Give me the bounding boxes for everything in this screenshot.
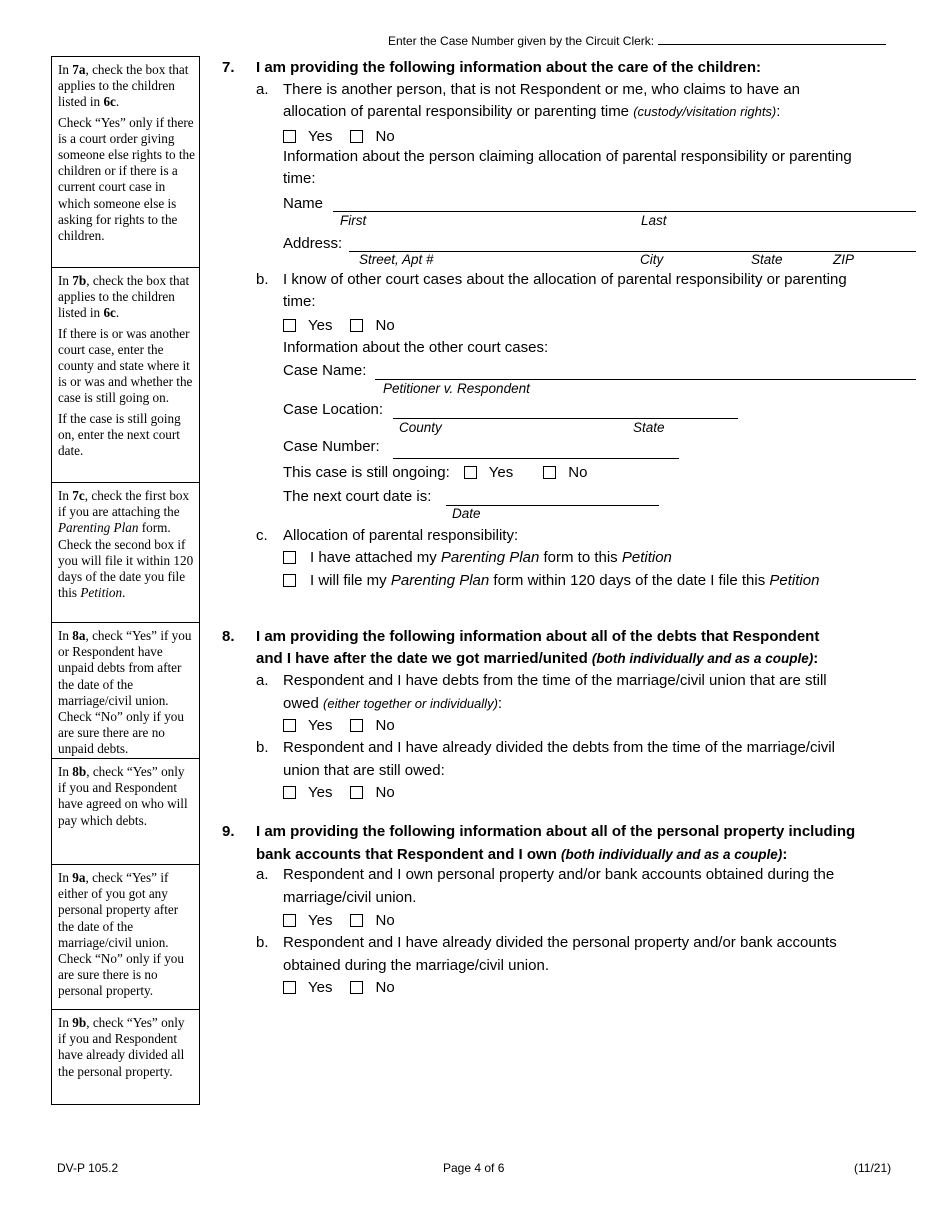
item-7a-line1: There is another person, that is not Respondent or me, who claims to have an: [283, 81, 800, 98]
case-name-field[interactable]: [375, 379, 916, 380]
item-8b-letter: b.: [256, 739, 269, 756]
item-7b-no-checkbox[interactable]: [350, 319, 363, 332]
item-9b-no-checkbox[interactable]: [350, 981, 363, 994]
caption-case-state: State: [633, 420, 665, 435]
item-7b-letter: b.: [256, 271, 269, 288]
item-9a-letter: a.: [256, 866, 269, 883]
caption-zip: ZIP: [833, 252, 855, 267]
case-location-label: Case Location:: [283, 401, 384, 418]
item-7a-info2: time:: [283, 170, 316, 187]
item-8a-no-label: No: [375, 717, 395, 734]
item-8a-yes-checkbox[interactable]: [283, 719, 296, 732]
caption-petitioner: Petitioner v. Respondent: [383, 381, 530, 396]
item-9b-options: [283, 979, 413, 997]
instruction-box-8b: In 8b, check “Yes” only if you and Respondent have agreed on who will pay which debts.: [52, 759, 199, 865]
item-7b-line2: time:: [283, 293, 316, 310]
item-9a-no-checkbox[interactable]: [350, 914, 363, 927]
ongoing-label: This case is still ongoing:: [283, 464, 450, 481]
item-7b-line1: I know of other court cases about the allocation of parental responsibility or parenting: [283, 271, 847, 288]
item-9a-yes-checkbox[interactable]: [283, 914, 296, 927]
item-7b-yes-label: Yes: [308, 317, 333, 334]
name-field[interactable]: [333, 211, 916, 212]
ongoing-no-checkbox[interactable]: [543, 466, 556, 479]
item-8a-yes-label: Yes: [308, 717, 333, 734]
revision-date: (11/21): [854, 1161, 892, 1175]
section-8-number: 8.: [222, 628, 235, 645]
case-name-label: Case Name:: [283, 362, 367, 379]
name-label: Name: [283, 195, 324, 212]
item-8b-no-label: No: [375, 784, 395, 801]
item-9a-line1: Respondent and I own personal property and/or bank accounts obtained during the: [283, 866, 835, 883]
will-file-plan-checkbox[interactable]: [283, 574, 296, 587]
caption-street: Street, Apt #: [359, 252, 434, 267]
item-8b-options: [283, 784, 413, 802]
instruction-box-7b: In 7b, check the box that applies to the children listed in 6c. If there is or was another court case, enter the county and state where it is or was and whether the case is still going on. If the case is still going on, enter the next court date.: [52, 268, 199, 483]
item-9a-no-label: No: [375, 912, 395, 929]
item-7a-options: [283, 128, 413, 146]
item-9a-line2: marriage/civil union.: [283, 889, 417, 906]
section-8-heading2: and I have after the date we got married/united (both individually and as a couple):: [256, 650, 819, 667]
item-9b-line1: Respondent and I have already divided the personal property and/or bank accounts: [283, 934, 837, 951]
ongoing-yes-checkbox[interactable]: [464, 466, 477, 479]
item-7a-no-label: No: [375, 128, 395, 145]
caption-first: First: [340, 213, 367, 228]
item-7b-options: [283, 317, 413, 335]
section-7-number: 7.: [222, 59, 235, 76]
item-7a-yes-label: Yes: [308, 128, 333, 145]
caption-date: Date: [452, 506, 481, 521]
caption-city: City: [640, 252, 664, 267]
item-7c-option1: I have attached my Parenting Plan form to this Petition: [283, 549, 672, 567]
section-8-heading1: I am providing the following information about all of the debts that Respondent: [256, 628, 820, 645]
attached-plan-checkbox[interactable]: [283, 551, 296, 564]
caption-last: Last: [641, 213, 667, 228]
item-7a-no-checkbox[interactable]: [350, 130, 363, 143]
item-7a-letter: a.: [256, 81, 269, 98]
case-number-label: Case Number:: [283, 438, 380, 455]
caption-state: State: [751, 252, 783, 267]
instruction-box-9b: In 9b, check “Yes” only if you and Respondent have already divided all the personal property.: [52, 1010, 199, 1105]
item-9a-options: [283, 912, 413, 930]
instruction-box-7a: In 7a, check the box that applies to the children listed in 6c. Check “Yes” only if there is a court order giving someone else rights to the children or if there is a current court case in which someone else is asking for rights to the children.: [52, 57, 199, 268]
item-8a-no-checkbox[interactable]: [350, 719, 363, 732]
section-9-heading2: bank accounts that Respondent and I own (both individually and as a couple):: [256, 846, 788, 863]
item-8a-line1: Respondent and I have debts from the time of the marriage/civil union that are still: [283, 672, 827, 689]
ongoing-no-label: No: [568, 464, 588, 481]
item-9b-yes-label: Yes: [308, 979, 333, 996]
address-field[interactable]: [349, 251, 916, 252]
section-7-heading: I am providing the following information about the care of the children:: [256, 59, 762, 76]
item-8b-line2: union that are still owed:: [283, 762, 445, 779]
item-8b-line1: Respondent and I have already divided the debts from the time of the marriage/civil: [283, 739, 835, 756]
section-9-number: 9.: [222, 823, 235, 840]
item-7c-line1: Allocation of parental responsibility:: [283, 527, 519, 544]
item-7c-letter: c.: [256, 527, 268, 544]
address-label: Address:: [283, 235, 343, 252]
page-number: Page 4 of 6: [443, 1161, 505, 1175]
item-7a-yes-checkbox[interactable]: [283, 130, 296, 143]
item-9b-no-label: No: [375, 979, 395, 996]
ongoing-row: [283, 464, 605, 482]
next-date-label: The next court date is:: [283, 488, 432, 505]
instruction-box-7c: In 7c, check the first box if you are attaching the Parenting Plan form. Check the second box if you will file it within 120 days of the date you file this Petition.: [52, 483, 199, 623]
case-location-field[interactable]: [393, 418, 738, 419]
item-7b-no-label: No: [375, 317, 395, 334]
item-8a-options: [283, 717, 413, 735]
item-9a-yes-label: Yes: [308, 912, 333, 929]
case-number-input[interactable]: [393, 458, 679, 459]
item-7b-info: Information about the other court cases:: [283, 339, 549, 356]
ongoing-yes-label: Yes: [488, 464, 514, 481]
item-8b-no-checkbox[interactable]: [350, 786, 363, 799]
item-8b-yes-label: Yes: [308, 784, 333, 801]
item-7b-yes-checkbox[interactable]: [283, 319, 296, 332]
item-7c-option2: I will file my Parenting Plan form within 120 days of the date I file this Petition: [283, 572, 819, 590]
item-8b-yes-checkbox[interactable]: [283, 786, 296, 799]
instruction-box-9a: In 9a, check “Yes” if either of you got any personal property after the date of the marriage/civil union. Check “No” only if you are sure there is no personal property.: [52, 865, 199, 1010]
item-8a-letter: a.: [256, 672, 269, 689]
instruction-box-8a: In 8a, check “Yes” if you or Respondent have unpaid debts from after the date of the marriage/civil union. Check “No” only if you are sure there are no unpaid debts.: [52, 623, 199, 759]
item-7a-info1: Information about the person claiming allocation of parental responsibility or parenting: [283, 148, 852, 165]
caption-county: County: [399, 420, 442, 435]
item-9b-line2: obtained during the marriage/civil union.: [283, 957, 549, 974]
item-9b-letter: b.: [256, 934, 269, 951]
section-9-heading1: I am providing the following information about all of the personal property including: [256, 823, 856, 840]
item-9b-yes-checkbox[interactable]: [283, 981, 296, 994]
case-number-label: Enter the Case Number given by the Circuit Clerk:: [388, 34, 655, 48]
item-8a-line2: owed (either together or individually):: [283, 695, 503, 712]
form-id: DV-P 105.2: [57, 1161, 119, 1175]
item-7a-line2: allocation of parental responsibility or parenting time (custody/visitation rights):: [283, 103, 781, 120]
